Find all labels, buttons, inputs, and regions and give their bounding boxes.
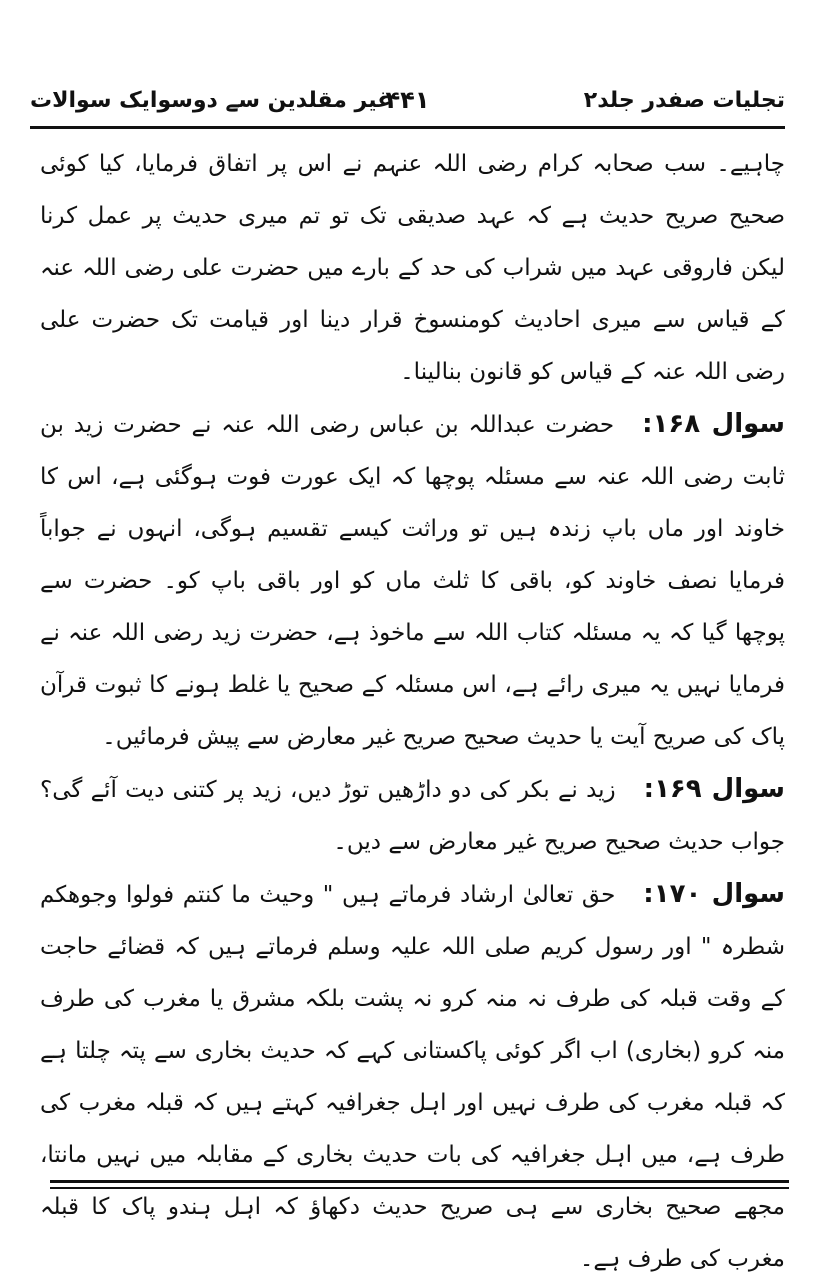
question-label: سوال ۱۶۹: (643, 774, 785, 804)
page-header (30, 88, 785, 124)
question-text: حق تعالیٰ ارشاد فرماتے ہیں " وحیث ما کنتم فولوا وجوھکم شطرہ " اور رسول کریم صلی اللہ علیہ وسلم فرماتے ہیں کہ قضائے حاجت کے وقت قبلہ کی طرف نہ منہ کرو نہ پشت بلکہ مشرق یا مغرب کی طرف منہ کرو (بخاری) اب اگر کوئی پاکستانی کہے کہ حدیث بخاری سے پتہ چلتا ہے کہ قبلہ مغرب کی طرف نہیں اور اہل جغرافیہ کہتے ہیں کہ قبلہ مغرب کی طرف ہے، میں اہل جغرافیہ کی بات حدیث بخاری کے مقابلہ میں نہیں مانتا، مجھے صحیح بخاری سے ہی صریح حدیث دکھاؤ کہ اہل ہندو پاک کا قبلہ مغرب کی طرف ہے۔ (40, 882, 785, 1272)
page-number: ۴۴۱ (385, 86, 430, 114)
question-label: سوال ۱۶۸: (642, 409, 785, 439)
question-168 (40, 398, 785, 763)
header-divider (30, 126, 785, 129)
page-body (40, 138, 785, 1285)
footer-divider-secondary (50, 1187, 789, 1189)
footer-divider (50, 1180, 789, 1183)
question-169 (40, 763, 785, 868)
question-text: زید نے بکر کی دو داڑھیں توڑ دیں، زید پر کتنی دیت آئے گی؟ جواب حدیث صحیح صریح غیر معارض سے دیں۔ (40, 777, 785, 855)
intro-paragraph: چاہیے۔ سب صحابہ کرام رضی اللہ عنہم نے اس پر اتفاق فرمایا، کیا کوئی صحیح صریح حدیث ہے کہ عہد صدیقی تک تو تم میری حدیث پر عمل کرنا لیکن فاروقی عہد میں شراب کی حد کے بارے میں حضرت علی رضی اللہ عنہ کے قیاس سے میری احادیث کومنسوخ قرار دینا اور قیامت تک حضرت علی رضی اللہ عنہ کے قیاس کو قانون بنالینا۔ (40, 151, 785, 385)
question-170 (40, 868, 785, 1285)
book-title: تجلیات صفدر جلد۲ (583, 88, 785, 113)
question-text: حضرت عبداللہ بن عباس رضی اللہ عنہ نے حضرت زید بن ثابت رضی اللہ عنہ سے مسئلہ پوچھا کہ ایک عورت فوت ہوگئی ہے، اس کا خاوند اور ماں باپ زندہ ہیں تو وراثت کیسے تقسیم ہوگی، انہوں نے جواباً فرمایا نصف خاوند کو، باقی کا ثلث ماں کو اور باقی باپ کو۔ حضرت سے پوچھا گیا کہ یہ مسئلہ کتاب اللہ سے ماخوذ ہے، حضرت زید رضی اللہ عنہ نے فرمایا نہیں یہ میری رائے ہے، اس مسئلہ کے صحیح یا غلط ہونے کا ثبوت قرآن پاک کی صریح آیت یا حدیث صحیح صریح غیر معارض سے پیش فرمائیں۔ (40, 412, 785, 750)
chapter-title: غیر مقلدین سے دوسوایک سوالات (30, 88, 393, 113)
question-label: سوال ۱۷۰: (643, 879, 785, 909)
